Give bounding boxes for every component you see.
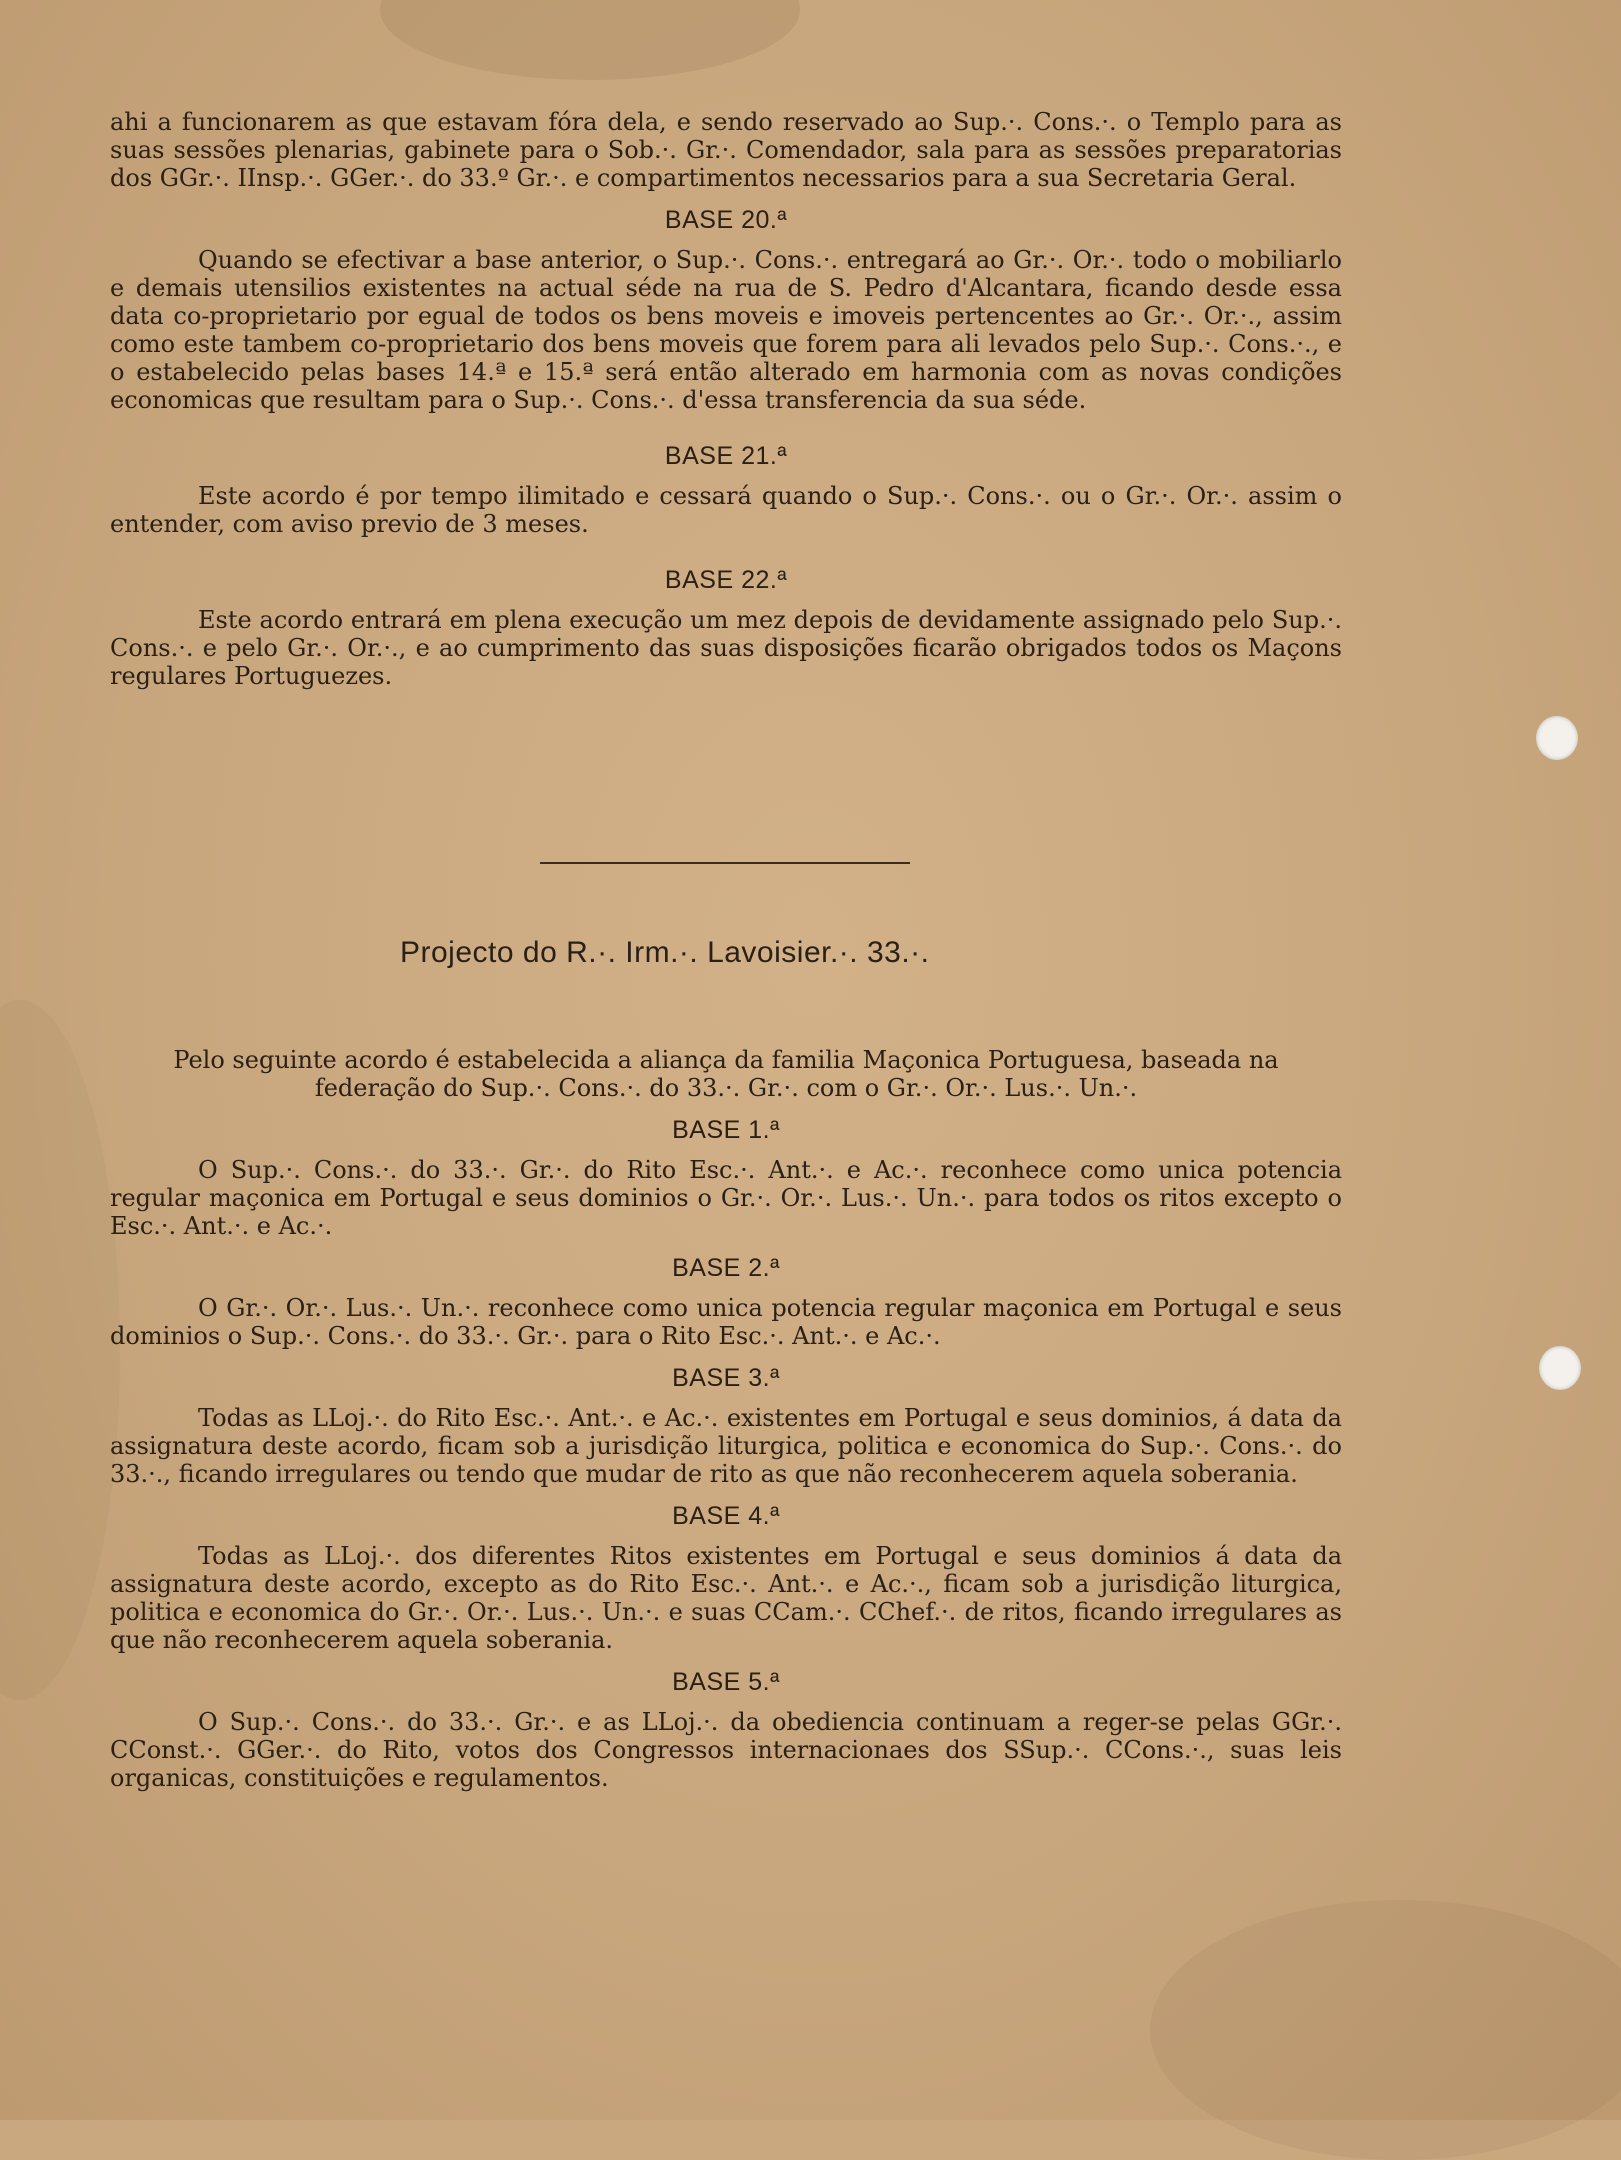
base-heading: BASE 22.ª: [664, 566, 788, 594]
base-paragraph: Quando se efectivar a base anterior, o Sup.·. Cons.·. entregará ao Gr.·. Or.·. todo o mobiliarlo e demais utensilios existentes na actual séde na rua de S. Pedro d'Alcantara, ficando desde essa data co-proprietario por egual de todos os bens moveis e imoveis pertencentes ao Gr.·. Or.·., assim como este tambem co-proprietario dos bens moveis que forem para ali levados pelo Sup.·. Cons.·., e o estabelecido pelas bases 14.ª e 15.ª será então alterado em harmonia com as novas condições economicas que resultam para o Sup.·. Cons.·. d'essa transferencia da sua séde.: [110, 246, 1342, 414]
punch-hole-top: [1536, 716, 1578, 760]
base-paragraph: O Sup.·. Cons.·. do 33.·. Gr.·. do Rito Esc.·. Ant.·. e Ac.·. reconhece como unica potencia regular maçonica em Portugal e seus dominios o Gr.·. Or.·. Lus.·. Un.·. para todos os ritos excepto o Esc.·. Ant.·. e Ac.·.: [110, 1156, 1342, 1240]
base-paragraph: O Gr.·. Or.·. Lus.·. Un.·. reconhece como unica potencia regular maçonica em Portugal e seus dominios o Sup.·. Cons.·. do 33.·. Gr.·. para o Rito Esc.·. Ant.·. e Ac.·.: [110, 1294, 1342, 1350]
base-heading: BASE 5.ª: [672, 1668, 780, 1696]
base-heading: BASE 20.ª: [664, 206, 788, 234]
paper-stain: [0, 1000, 120, 1700]
base-paragraph: Todas as LLoj.·. do Rito Esc.·. Ant.·. e Ac.·. existentes em Portugal e seus dominios, á data da assignatura deste acordo, ficam sob a jurisdição liturgica, politica e economica do Sup.·. Cons.·. do 33.·., ficando irregulares ou tendo que mudar de rito as que não reconhecerem aquela soberania.: [110, 1404, 1342, 1488]
punch-hole-bottom: [1539, 1346, 1581, 1390]
base-paragraph: Este acordo é por tempo ilimitado e cessará quando o Sup.·. Cons.·. ou o Gr.·. Or.·. assim o entender, com aviso previo de 3 meses.: [110, 482, 1342, 538]
project-intro: Pelo seguinte acordo é estabelecida a aliança da familia Maçonica Portuguesa, baseada na federação do Sup.·. Cons.·. do 33.·. Gr.·. com o Gr.·. Or.·. Lus.·. Un.·.: [173, 1046, 1279, 1102]
base-heading: BASE 4.ª: [672, 1502, 780, 1530]
project-body: [110, 1046, 1342, 1792]
intro-paragraph: ahi a funcionarem as que estavam fóra dela, e sendo reservado ao Sup.·. Cons.·. o Templo para as suas sessões plenarias, gabinete para o Sob.·. Gr.·. Comendador, sala para as sessões preparatorias dos GGr.·. IInsp.·. GGer.·. do 33.º Gr.·. e compartimentos necessarios para a sua Secretaria Geral.: [110, 108, 1342, 192]
base-paragraph: O Sup.·. Cons.·. do 33.·. Gr.·. e as LLoj.·. da obediencia continuam a reger-se pelas GGr.·. CConst.·. GGer.·. do Rito, votos dos Congressos internacionaes dos SSup.·. CCons.·., suas leis organicas, constituições e regulamentos.: [110, 1708, 1342, 1792]
base-heading: BASE 21.ª: [664, 442, 788, 470]
base-heading: BASE 3.ª: [672, 1364, 780, 1392]
base-paragraph: Todas as LLoj.·. dos diferentes Ritos existentes em Portugal e seus dominios á data da assignatura deste acordo, excepto as do Rito Esc.·. Ant.·. e Ac.·., ficam sob a jurisdição liturgica, politica e economica do Gr.·. Or.·. Lus.·. Un.·. e suas CCam.·. CChef.·. de ritos, ficando irregulares as que não reconhecerem aquela soberania.: [110, 1542, 1342, 1654]
paper-stain: [1150, 1900, 1621, 2160]
document-body: [110, 108, 1342, 690]
paper-stain: [380, 0, 800, 80]
base-paragraph: Este acordo entrará em plena execução um mez depois de devidamente assignado pelo Sup.·. Cons.·. e pelo Gr.·. Or.·., e ao cumprimento das suas disposições ficarão obrigados todos os Maçons regulares Portuguezes.: [110, 606, 1342, 690]
project-title: Projecto do R.·. Irm.·. Lavoisier.·. 33.·.: [400, 936, 930, 969]
base-heading: BASE 1.ª: [672, 1116, 780, 1144]
base-heading: BASE 2.ª: [672, 1254, 780, 1282]
section-divider: [540, 862, 910, 864]
